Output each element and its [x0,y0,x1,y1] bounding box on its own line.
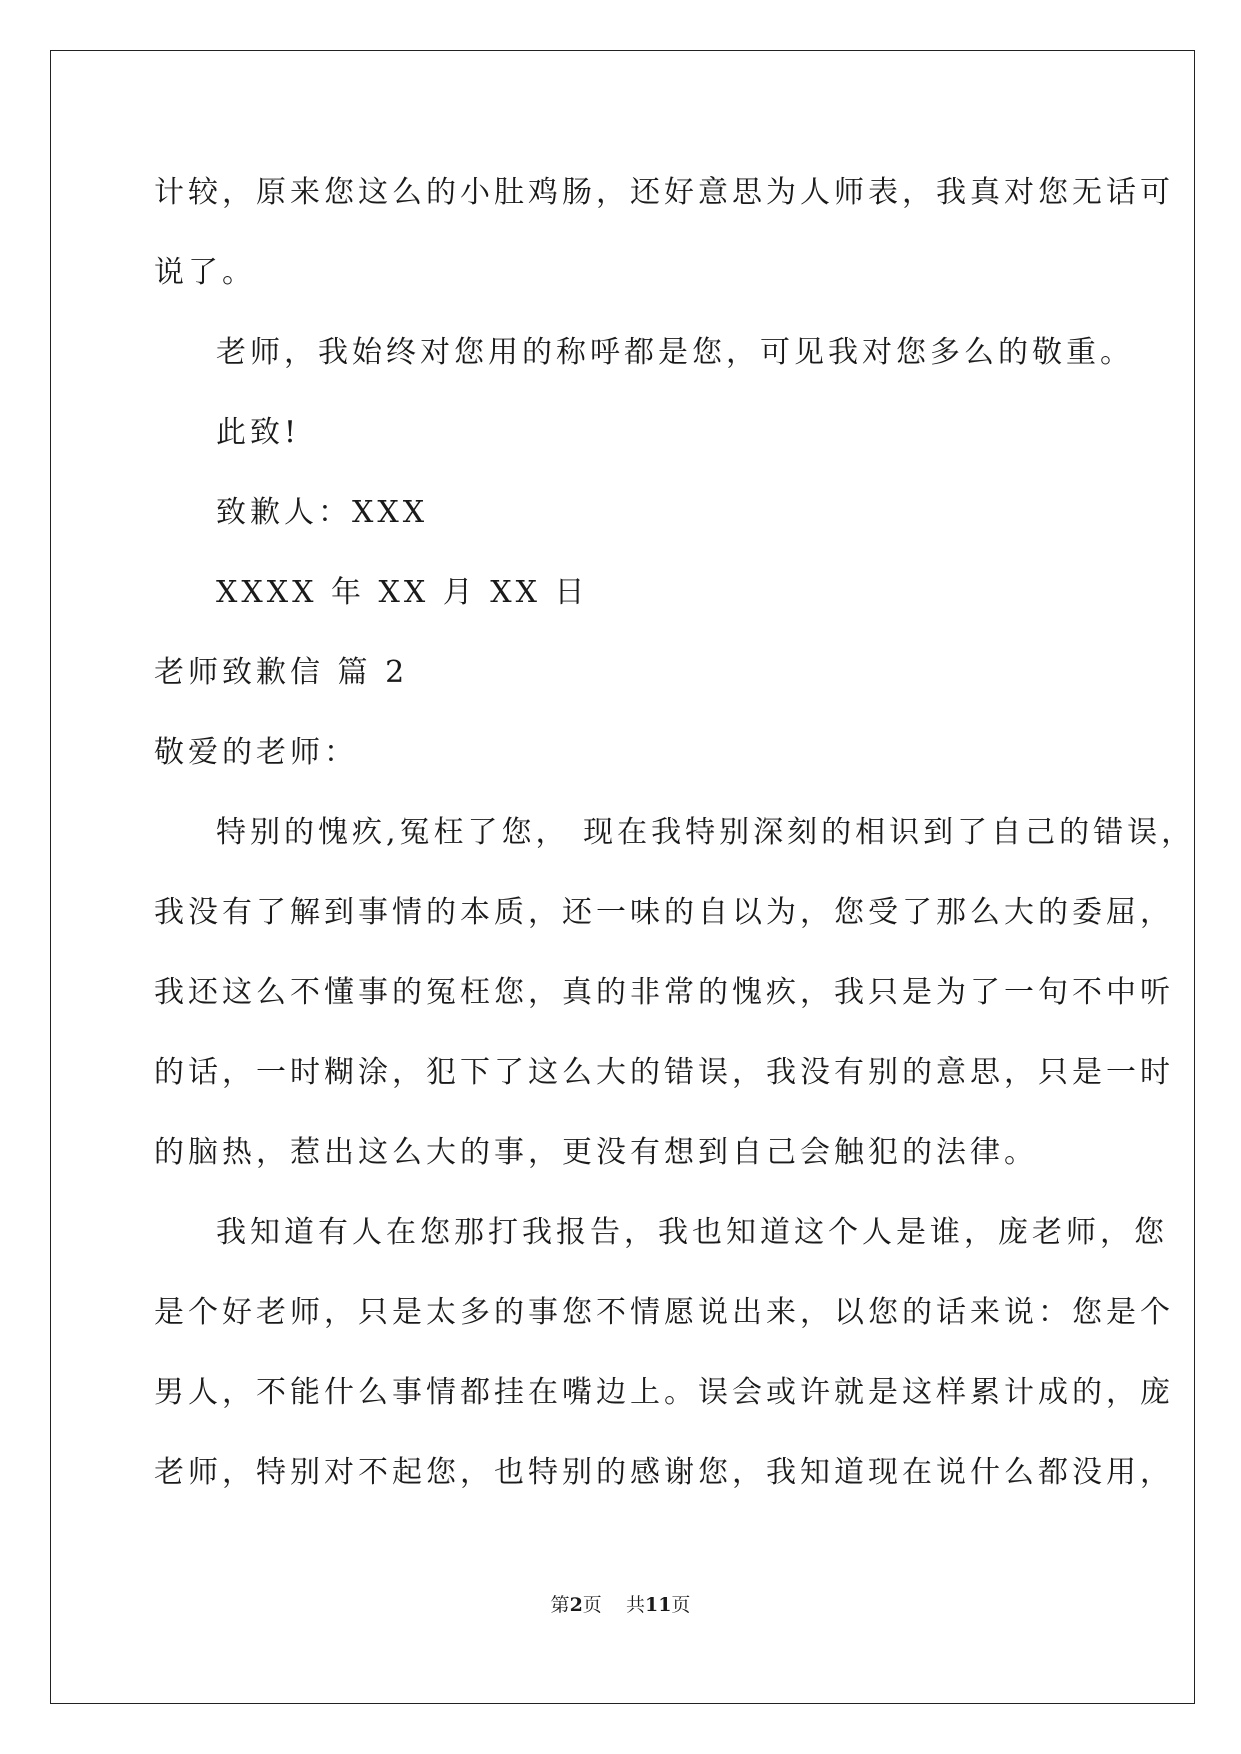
body-line: 老师，特别对不起您，也特别的感谢您，我知道现在说什么都没用， [154,1455,1174,1490]
body-line: 我知道有人在您那打我报告，我也知道这个人是谁，庞老师，您 [216,1215,1168,1250]
body-line: 是个好老师，只是太多的事您不情愿说出来，以您的话来说：您是个 [154,1295,1174,1330]
body-line: 的脑热，惹出这么大的事，更没有想到自己会触犯的法律。 [154,1135,1038,1170]
page-prefix: 第 [550,1594,570,1616]
body-line: 老师，我始终对您用的称呼都是您，可见我对您多么的敬重。 [216,335,1134,370]
body-line: 我没有了解到事情的本质，还一味的自以为，您受了那么大的委屈， [154,895,1174,930]
body-line: 我还这么不懂事的冤枉您，真的非常的愧疚，我只是为了一句不中听 [154,975,1174,1010]
date-line: XXXX 年 XX 月 XX 日 [216,575,589,610]
body-line: 的话，一时糊涂，犯下了这么大的错误，我没有别的意思，只是一时 [154,1055,1174,1090]
section-heading: 老师致歉信 篇 2 [154,655,409,690]
body-line: 特别的愧疚,冤枉了您， 现在我特别深刻的相识到了自己的错误， [216,815,1196,850]
current-page-number: 2 [569,1594,583,1616]
body-line: 男人，不能什么事情都挂在嘴边上。误会或许就是这样累计成的，庞 [154,1375,1174,1410]
signature-line: 致歉人：XXX [216,495,429,530]
greeting: 敬爱的老师： [154,735,358,770]
page-suffix: 页 [671,1594,691,1616]
body-line: 说了。 [154,255,256,290]
total-page-number: 11 [644,1594,672,1616]
body-line: 计较，原来您这么的小肚鸡肠，还好意思为人师表，我真对您无话可 [154,175,1174,210]
page-mid-text: 页 共 [582,1594,645,1616]
closing-salutation: 此致! [216,415,301,450]
page-number-footer [0,1593,1241,1617]
